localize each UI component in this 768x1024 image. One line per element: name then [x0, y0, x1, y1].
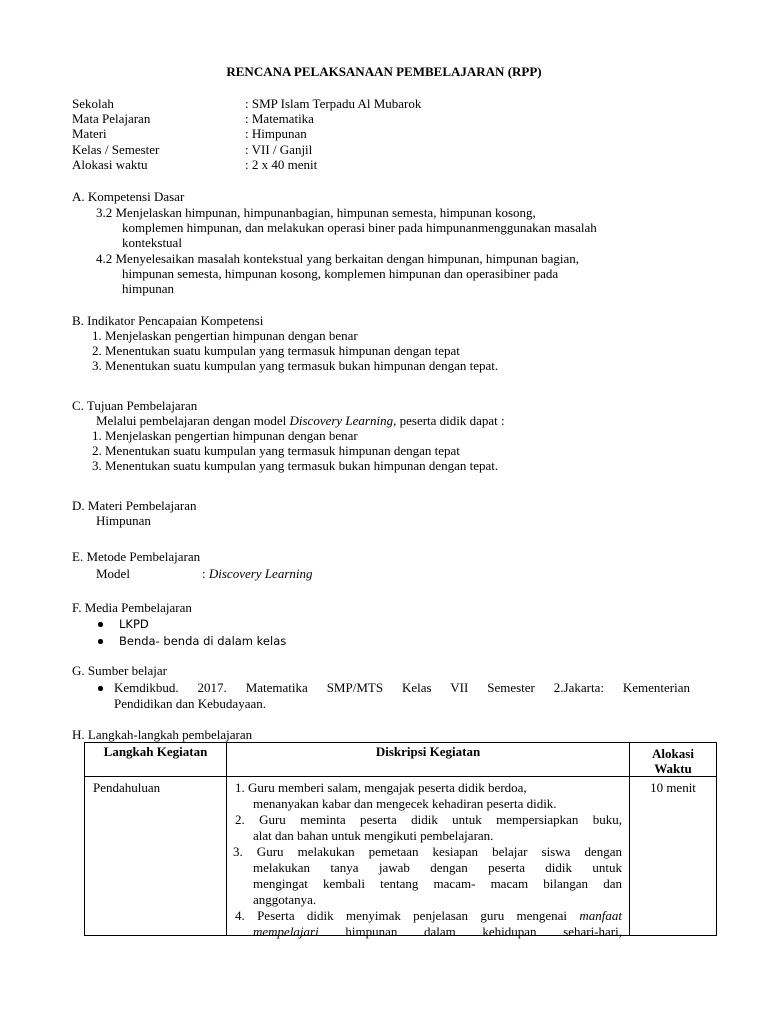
column-header-label: Waktu: [654, 761, 692, 776]
identity-value: : 2 x 40 menit: [245, 157, 318, 172]
page-title: RENCANA PELAKSANAAN PEMBELAJARAN (RPP): [226, 64, 542, 79]
activity-line: mengingat kembali tentang macam- macam bilangan dan: [253, 876, 622, 891]
kd-4-2-line: himpunan: [122, 281, 174, 296]
time-cell: [630, 777, 717, 936]
objective-intro: [96, 413, 505, 428]
section-a-heading: A. Kompetensi Dasar: [72, 189, 185, 204]
activity-line: 3. Guru melakukan pemetaan kesiapan belajar siswa dengan: [233, 844, 622, 859]
description-cell: [227, 777, 630, 939]
activity-line: [253, 924, 622, 939]
identity-label: Sekolah: [72, 96, 114, 111]
activity-line: anggotanya.: [253, 892, 317, 907]
kd-3-2-line: 3.2 Menjelaskan himpunan, himpunanbagian, himpunan semesta, himpunan kosong,: [96, 205, 536, 220]
activity-line: [235, 908, 622, 923]
column-header-label: Diskripsi Kegiatan: [375, 744, 481, 759]
column-header: [227, 743, 630, 777]
column-header: [85, 743, 227, 777]
source-line: Pendidikan dan Kebudayaan.: [114, 696, 266, 711]
method-value-prefix: :: [202, 566, 209, 581]
column-header: [630, 743, 717, 777]
table-header-row: [85, 743, 717, 777]
identity-label: Mata Pelajaran: [72, 111, 151, 126]
material-content: Himpunan: [96, 513, 151, 528]
activity-line: menanyakan kabar dan mengecek kehadiran peserta didik.: [253, 796, 557, 811]
step-cell: [85, 777, 227, 936]
identity-value: : VII / Ganjil: [245, 142, 313, 157]
bullet-icon: [98, 686, 103, 691]
activity-emphasis: mempelajari: [253, 924, 319, 939]
objective-intro-post: , peserta didik dapat :: [393, 413, 505, 428]
indicator-item: 2. Menentukan suatu kumpulan yang termasuk himpunan dengan tepat: [92, 343, 460, 358]
media-item: Benda- benda di dalam kelas: [119, 634, 287, 648]
section-e-heading: E. Metode Pembelajaran: [72, 549, 201, 564]
objective-intro-pre: Melalui pembelajaran dengan model: [96, 413, 290, 428]
section-f-heading: F. Media Pembelajaran: [72, 600, 192, 615]
identity-value: : SMP Islam Terpadu Al Mubarok: [245, 96, 422, 111]
kd-4-2-line: himpunan semesta, himpunan kosong, komplemen himpunan dan operasibiner pada: [122, 266, 559, 281]
media-item: LKPD: [119, 617, 149, 631]
identity-label: Kelas / Semester: [72, 142, 160, 157]
section-h-heading: H. Langkah-langkah pembelajaran: [72, 727, 253, 742]
activity-line: alat dan bahan untuk mengikuti pembelajaran.: [253, 828, 494, 843]
method-value: [202, 566, 313, 581]
indicator-item: 1. Menjelaskan pengertian himpunan dengan benar: [92, 328, 358, 343]
objective-item: 2. Menentukan suatu kumpulan yang termasuk himpunan dengan tepat: [92, 443, 460, 458]
section-d-heading: D. Materi Pembelajaran: [72, 498, 197, 513]
source-line: Kemdikbud. 2017. Matematika SMP/MTS Kelas VII Semester 2.Jakarta: Kementerian: [114, 680, 690, 695]
objective-item: 1. Menjelaskan pengertian himpunan dengan benar: [92, 428, 358, 443]
identity-value: : Matematika: [245, 111, 314, 126]
activity-text: 4. Peserta didik menyimak penjelasan guru mengenai: [235, 908, 580, 923]
identity-label: Materi: [72, 126, 107, 141]
identity-value: : Himpunan: [245, 126, 307, 141]
kd-3-2-line: komplemen himpunan, dan melakukan operasi biner pada himpunanmenggunakan masalah: [122, 220, 597, 235]
identity-label: Alokasi waktu: [72, 157, 148, 172]
activity-line: 1. Guru memberi salam, mengajak peserta didik berdoa,: [235, 780, 527, 795]
method-label: Model: [96, 566, 130, 581]
bullet-icon: [98, 639, 103, 644]
kd-3-2-line: kontekstual: [122, 235, 182, 250]
time-value: 10 menit: [650, 780, 696, 795]
activity-line: 2. Guru meminta peserta didik untuk mempersiapkan buku,: [235, 812, 622, 827]
section-g-heading: G. Sumber belajar: [72, 663, 167, 678]
step-label: Pendahuluan: [93, 780, 161, 795]
activity-emphasis: manfaat: [579, 908, 622, 923]
objective-item: 3. Menentukan suatu kumpulan yang termasuk bukan himpunan dengan tepat.: [92, 458, 499, 473]
method-value-text: Discovery Learning: [208, 566, 313, 581]
objective-intro-model: Discovery Learning: [289, 413, 394, 428]
column-header-label: Langkah Kegiatan: [103, 744, 208, 759]
section-c-heading: C. Tujuan Pembelajaran: [72, 398, 198, 413]
kd-4-2-line: 4.2 Menyelesaikan masalah kontekstual yang berkaitan dengan himpunan, himpunan bagian,: [96, 251, 580, 266]
learning-steps-table: [84, 742, 717, 939]
activity-text: himpunan dalam kehidupan sehari-hari,: [318, 924, 622, 939]
table-row: [85, 777, 717, 936]
section-b-heading: B. Indikator Pencapaian Kompetensi: [72, 313, 264, 328]
column-header-label: Alokasi: [652, 746, 694, 761]
bullet-icon: [98, 622, 103, 627]
indicator-item: 3. Menentukan suatu kumpulan yang termasuk bukan himpunan dengan tepat.: [92, 358, 499, 373]
activity-line: melakukan tanya jawab dengan peserta didik untuk: [253, 860, 622, 875]
